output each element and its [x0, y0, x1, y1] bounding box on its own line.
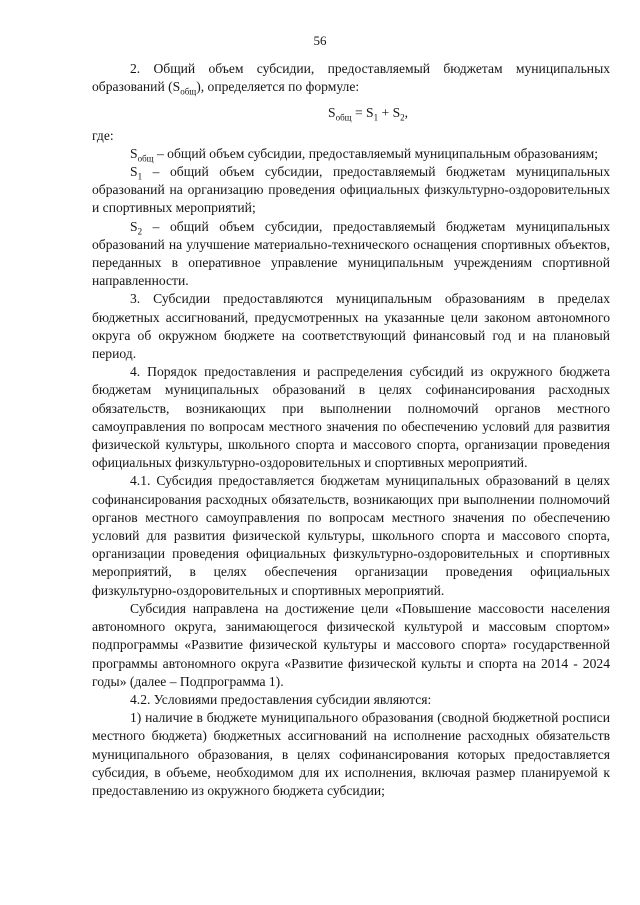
paragraph-subsidy-goal: Субсидия направлена на достижение цели «Повышение массовости населения автономного округа, занимающегося физической культурой и массовым спортом» подпрограммы «Развитие физической культуры и массового спорта» государственной программы автономного округа «Развитие физической культы и спорта на 2014 - 2024 годы» (далее – Подпрограмма 1).: [92, 600, 610, 689]
definition-s-total: $S_{общ}$ – общий объем субсидии, предоставляемый муниципальным образованиям;: [130, 145, 598, 164]
definition-s1: $S_1$ – общий объем субсидии, предоставляемый бюджетам муниципальных образований на организацию проведения официальных физкультурно-оздоровительных и спортивных мероприятий;: [92, 164, 610, 216]
paragraph-4: 4. Порядок предоставления и распределения субсидий из окружного бюджета бюджетам муниципальных образований в целях софинансирования расходных обязательств, возникающих при выполнении полномочий органов местного самоуправления по вопросам местного значения по обеспечению условий для развития физической культуры, школьного спорта и массового спорта, организации проведения официальных физкультурно-оздоровительных и спортивных мероприятий.: [92, 364, 610, 471]
page-number: 56: [313, 33, 327, 48]
where-label: где:: [92, 127, 114, 143]
definition-s2: $S_2$ – общий объем субсидии, предоставляемый бюджетам муниципальных образований на улучшение материально-технического оснащения спортивных объектов, переданных в оперативное управление муниципальным учреждениям спортивной направленности.: [92, 218, 610, 289]
paragraph-4-2-item-1: 1) наличие в бюджете муниципального образования (сводной бюджетной росписи местного бюджета) бюджетных ассигнований на исполнение расходных обязательств муниципального образования, в целях софинансирования которых предоставляется субсидия, в объеме, необходимом для их исполнения, включая размер планируемой к предоставлению из окружного бюджета субсидии;: [92, 710, 610, 798]
paragraph-4-1: 4.1. Субсидия предоставляется бюджетам муниципальных образований в целях софинансирования расходных обязательств, возникающих при выполнении полномочий органов местного самоуправления по вопросам местного значения по обеспечению условий для развития физической культуры, школьного спорта и массового спорта, организации проведения официальных физкультурно-оздоровительных и спортивных мероприятий, в целях обеспечения организации проведения официальных физкультурно-оздоровительных и спортивных мероприятий.: [92, 473, 610, 598]
document-body: [92, 60, 610, 800]
formula: $S_{общ} = S_1 + S_2$,: [328, 105, 409, 124]
paragraph-3: 3. Субсидии предоставляются муниципальным образованиям в пределах бюджетных ассигнований, предусмотренных на указанные цели законом автономного округа об окружном бюджете на соответствующий финансовый год и на плановый период.: [92, 291, 610, 362]
paragraph-2: 2. Общий объем субсидии, предоставляемый бюджетам муниципальных образований $(S_{общ})$, определяется по формуле:: [92, 61, 610, 97]
paragraph-4-2: 4.2. Условиями предоставления субсидии являются:: [130, 691, 432, 707]
